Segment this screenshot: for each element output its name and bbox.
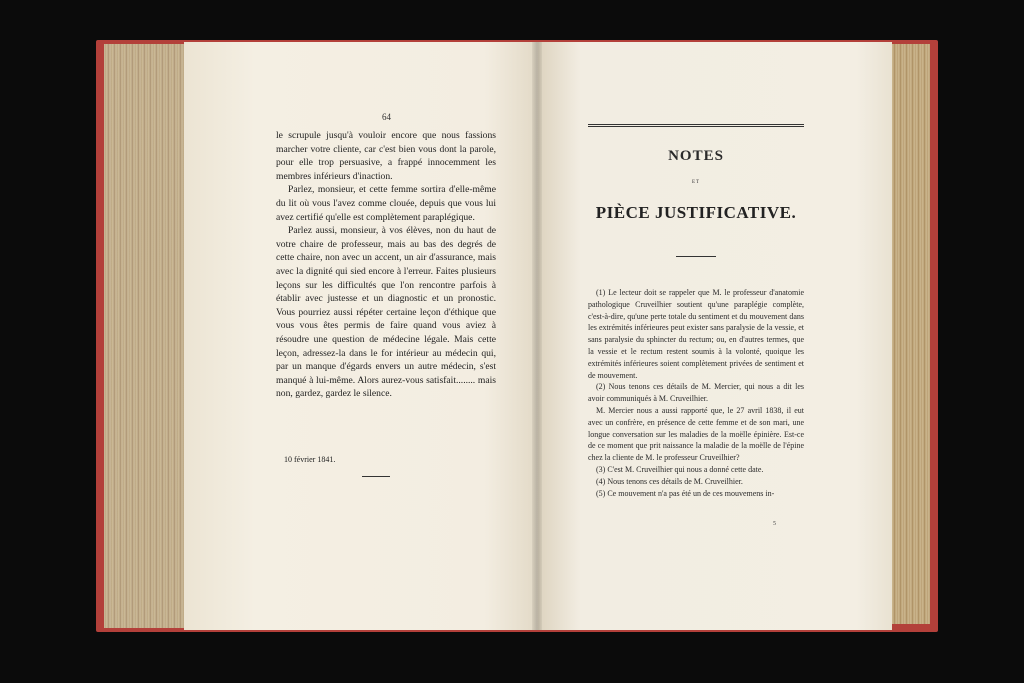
notes-title: NOTES — [668, 148, 724, 164]
header-rule — [588, 124, 804, 127]
signature-mark: 5 — [773, 521, 776, 527]
note: (5) Ce mouvement n'a pas été un de ces mouvemens in- — [596, 488, 775, 498]
page-number: 64 — [382, 112, 391, 122]
right-page-edges — [890, 44, 930, 624]
divider — [676, 256, 716, 257]
note: (3) C'est M. Cruveilhier qui nous a donné cette date. — [596, 464, 764, 474]
note: (4) Nous tenons ces détails de M. Cruveilhier. — [596, 476, 743, 486]
divider — [362, 476, 390, 477]
note: (1) Le lecteur doit se rappeler que M. le professeur d'anatomie pathologique Cruveilhier soutient qu'une paraplégie complète, c'est-à-dire, qu'une perte totale du sentiment et du mouvement dans les extrémités inférieures peut exister sans paralysie de la vessie, et sans paralysie du sphincter du rectum; ou, en d'autres termes, que la vessie et le rectum restent soumis à la volonté, quoique les extrémités inférieures soient complètement privées de sentiment et de mouvement. — [588, 288, 804, 380]
note: (2) Nous tenons ces détails de M. Mercier, qui nous a dit les avoir communiqués à M. Cruveilhier. — [588, 382, 804, 404]
left-page-body — [276, 129, 496, 401]
note: M. Mercier nous a aussi rapporté que, le 27 avril 1838, il eut avec un confrère, en présence de cette femme et de son mari, une longue conversation sur les maladies de la moëlle épinière. Est-ce de ce moment que prit naissance la maladie de la moëlle de l'épine chez la cliente de M. le professeur Cruveilhier? — [588, 405, 804, 463]
date-line: 10 février 1841. — [284, 455, 336, 464]
notes-body — [588, 287, 804, 499]
paragraph: Parlez aussi, monsieur, à vos élèves, non du haut de votre chaire de professeur, mais au bas des degrés de cette chaire, non avec un accent, un air d'assurance, mais avec la dignité qui sied encore à l'erreur. Faites plusieurs leçons sur les difficultés que l'on rencontre parfois à établir avec justesse et un diagnostic et un pronostic. Vous pourriez aussi répéter certaine leçon d'éthique que vous vous êtes permis de faire quand vous aviez à résoudre une question de médecine légale. Mais cette leçon, adressez-la dans le for intérieur au médecin qui, par un manque d'égards envers un autre médecin, s'est manqué à lui-même. Alors aurez-vous satisfait........ mais non, gardez, gardez le silence. — [276, 225, 496, 400]
section-title: PIÈCE JUSTIFICATIVE. — [595, 203, 797, 222]
left-page-edges — [104, 44, 188, 628]
paragraph: Parlez, monsieur, et cette femme sortira d'elle-même du lit où vous l'avez comme clouée, depuis que vous lui avez certifié qu'elle est complètement paraplégique. — [276, 184, 496, 223]
book-gutter — [532, 42, 542, 630]
title-conjunction: ET — [691, 180, 701, 185]
paragraph: le scrupule jusqu'à vouloir encore que nous fassions marcher votre cliente, car c'est bien vous dont la parole, pour elle trop persuasive, a frappé innocemment les membres inférieurs d'inaction. — [276, 130, 496, 182]
